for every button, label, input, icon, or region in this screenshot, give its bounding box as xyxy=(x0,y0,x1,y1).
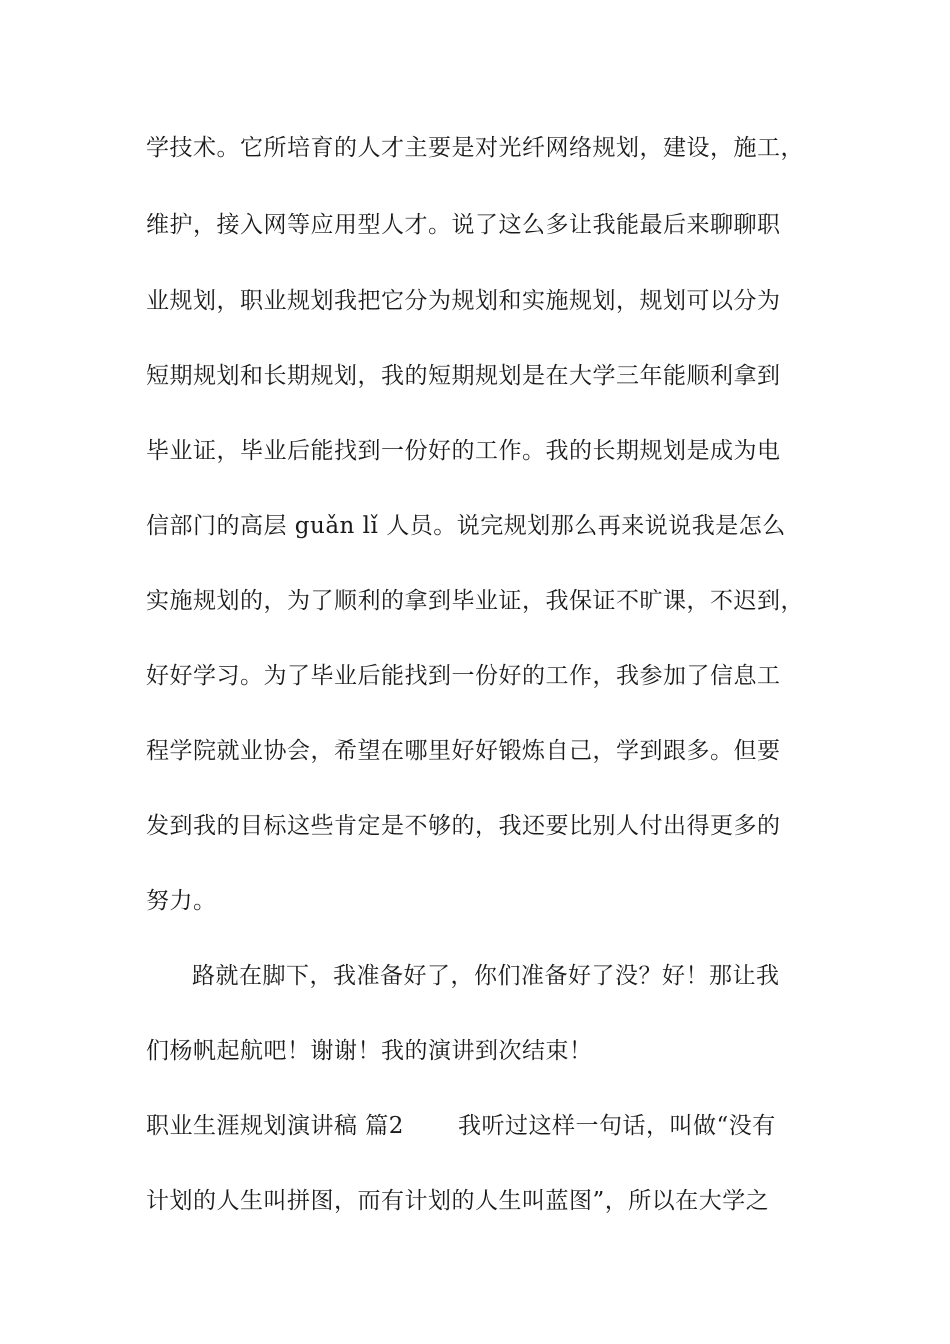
paragraph-line: 程学院就业协会，希望在哪里好好锻炼自己，学到跟多。但要 xyxy=(146,738,781,764)
paragraph-line-indented: 路就在脚下，我准备好了，你们准备好了没？好！那让我 xyxy=(192,963,780,989)
paragraph-line: 短期规划和长期规划，我的短期规划是在大学三年能顺利拿到 xyxy=(146,363,781,389)
paragraph-line: 们杨帆起航吧！谢谢！我的演讲到次结束！ xyxy=(146,1038,593,1064)
paragraph-line: 维护，接入网等应用型人才。说了这么多让我能最后来聊聊职 xyxy=(146,212,781,238)
paragraph-line: 信部门的高层 guǎn lǐ 人员。说完规划那么再来说说我是怎么 xyxy=(146,513,786,539)
paragraph-line: 学技术。它所培育的人才主要是对光纤网络规划，建设，施工， xyxy=(146,135,804,161)
paragraph-line: 好好学习。为了毕业后能找到一份好的工作，我参加了信息工 xyxy=(146,663,781,689)
section-heading-line xyxy=(146,1112,836,1140)
paragraph-line: 实施规划的，为了顺利的拿到毕业证，我保证不旷课，不迟到， xyxy=(146,588,804,614)
section-heading: 职业生涯规划演讲稿 篇2 xyxy=(146,1113,404,1139)
paragraph-line: 发到我的目标这些肯定是不够的，我还要比别人付出得更多的 xyxy=(146,813,781,839)
section-first-line: 我听过这样一句话，叫做“没有 xyxy=(457,1113,776,1139)
paragraph-line: 业规划，职业规划我把它分为规划和实施规划，规划可以分为 xyxy=(146,288,781,314)
paragraph-line: 努力。 xyxy=(146,888,217,914)
paragraph-line: 计划的人生叫拼图，而有计划的人生叫蓝图”，所以在大学之 xyxy=(146,1188,770,1214)
paragraph-line: 毕业证，毕业后能找到一份好的工作。我的长期规划是成为电 xyxy=(146,438,781,464)
